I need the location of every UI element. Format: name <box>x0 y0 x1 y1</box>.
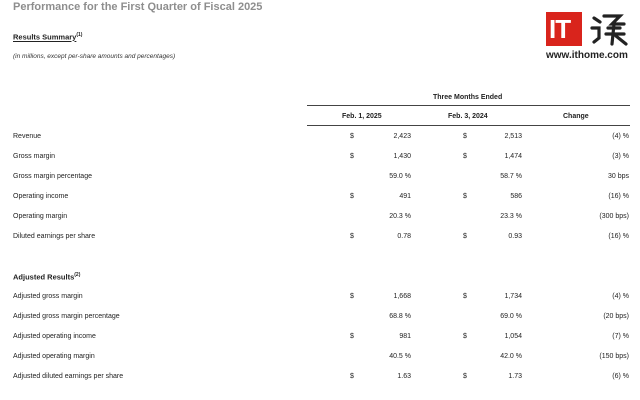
it-logo-mark: IT <box>546 12 582 46</box>
currency-symbol: $ <box>350 153 354 160</box>
value-feb-2025: 1,430 <box>393 153 411 160</box>
value-feb-2024: 1,734 <box>504 293 522 300</box>
ithome-logo <box>546 12 631 64</box>
value-feb-2025: 0.78 <box>397 233 411 240</box>
currency-symbol: $ <box>463 193 467 200</box>
value-feb-2024: 23.3 % <box>500 213 522 220</box>
table-row <box>0 193 640 205</box>
value-change: 30 bps <box>607 173 629 180</box>
currency-symbol: $ <box>463 153 467 160</box>
value-feb-2025: 981 <box>399 333 411 340</box>
table-row <box>0 213 640 225</box>
value-feb-2025: 68.8 % <box>389 313 411 320</box>
currency-symbol: $ <box>350 333 354 340</box>
row-label: Adjusted operating margin <box>13 353 95 360</box>
currency-symbol: $ <box>350 193 354 200</box>
currency-symbol: $ <box>350 373 354 380</box>
value-change: (7) % <box>612 333 629 340</box>
row-label: Gross margin <box>13 153 56 160</box>
table-row <box>0 133 640 145</box>
value-feb-2024: 42.0 % <box>500 353 522 360</box>
row-label: Adjusted operating income <box>13 333 96 340</box>
table-row <box>0 313 640 325</box>
value-feb-2024: 69.0 % <box>500 313 522 320</box>
currency-symbol: $ <box>463 333 467 340</box>
value-change: (150 bps) <box>599 353 629 360</box>
currency-symbol: $ <box>463 133 467 140</box>
three-months-ended-header: Three Months Ended <box>433 94 503 101</box>
value-feb-2024: 1.73 <box>508 373 522 380</box>
currency-symbol: $ <box>350 133 354 140</box>
header-rule <box>307 105 630 106</box>
value-feb-2025: 59.0 % <box>389 173 411 180</box>
zhijia-glyph-icon <box>590 12 630 46</box>
table-row <box>0 353 640 365</box>
currency-symbol: $ <box>463 293 467 300</box>
value-feb-2025: 491 <box>399 193 411 200</box>
currency-symbol: $ <box>463 233 467 240</box>
row-label: Gross margin percentage <box>13 173 92 180</box>
table-row <box>0 173 640 185</box>
value-feb-2024: 0.93 <box>508 233 522 240</box>
row-label: Adjusted diluted earnings per share <box>13 373 124 380</box>
currency-symbol: $ <box>463 373 467 380</box>
col-feb-2025-header: Feb. 1, 2025 <box>342 113 382 120</box>
value-feb-2024: 1,474 <box>504 153 522 160</box>
table-row <box>0 373 640 385</box>
adjusted-results-heading: Adjusted Results$^{(2)}$ <box>13 272 81 282</box>
value-change: (300 bps) <box>599 213 629 220</box>
row-label: Diluted earnings per share <box>13 233 96 240</box>
row-label: Operating margin <box>13 213 68 220</box>
value-change: (16) % <box>608 233 629 240</box>
row-label: Revenue <box>13 133 42 140</box>
page-title: Performance for the First Quarter of Fiscal 2025 <box>13 1 263 13</box>
table-row <box>0 153 640 165</box>
results-summary-heading: Results Summary$^{(1)}$ <box>13 32 83 42</box>
value-change: (3) % <box>612 153 629 160</box>
value-feb-2025: 20.3 % <box>389 213 411 220</box>
row-label: Adjusted gross margin percentage <box>13 313 120 320</box>
value-feb-2025: 1.63 <box>397 373 411 380</box>
value-feb-2025: 1,668 <box>393 293 411 300</box>
header-bottom-rule <box>307 125 630 126</box>
col-feb-2024-header: Feb. 3, 2024 <box>448 113 488 120</box>
value-change: (4) % <box>612 293 629 300</box>
table-row <box>0 233 640 245</box>
value-feb-2024: 1,054 <box>504 333 522 340</box>
value-feb-2024: 58.7 % <box>500 173 522 180</box>
value-feb-2024: 586 <box>510 193 522 200</box>
watermark-url: www.ithome.com <box>546 50 628 61</box>
value-change: (4) % <box>612 133 629 140</box>
value-change: (20 bps) <box>603 313 629 320</box>
value-change: (16) % <box>608 193 629 200</box>
table-row <box>0 293 640 305</box>
row-label: Operating income <box>13 193 69 200</box>
row-label: Adjusted gross margin <box>13 293 83 300</box>
currency-symbol: $ <box>350 233 354 240</box>
value-feb-2025: 2,423 <box>393 133 411 140</box>
units-note: (in millions, except per-share amounts and percentages) <box>13 53 176 60</box>
col-change-header: Change <box>563 113 589 120</box>
value-feb-2025: 40.5 % <box>389 353 411 360</box>
table-row <box>0 333 640 345</box>
value-change: (6) % <box>612 373 629 380</box>
value-feb-2024: 2,513 <box>504 133 522 140</box>
currency-symbol: $ <box>350 293 354 300</box>
